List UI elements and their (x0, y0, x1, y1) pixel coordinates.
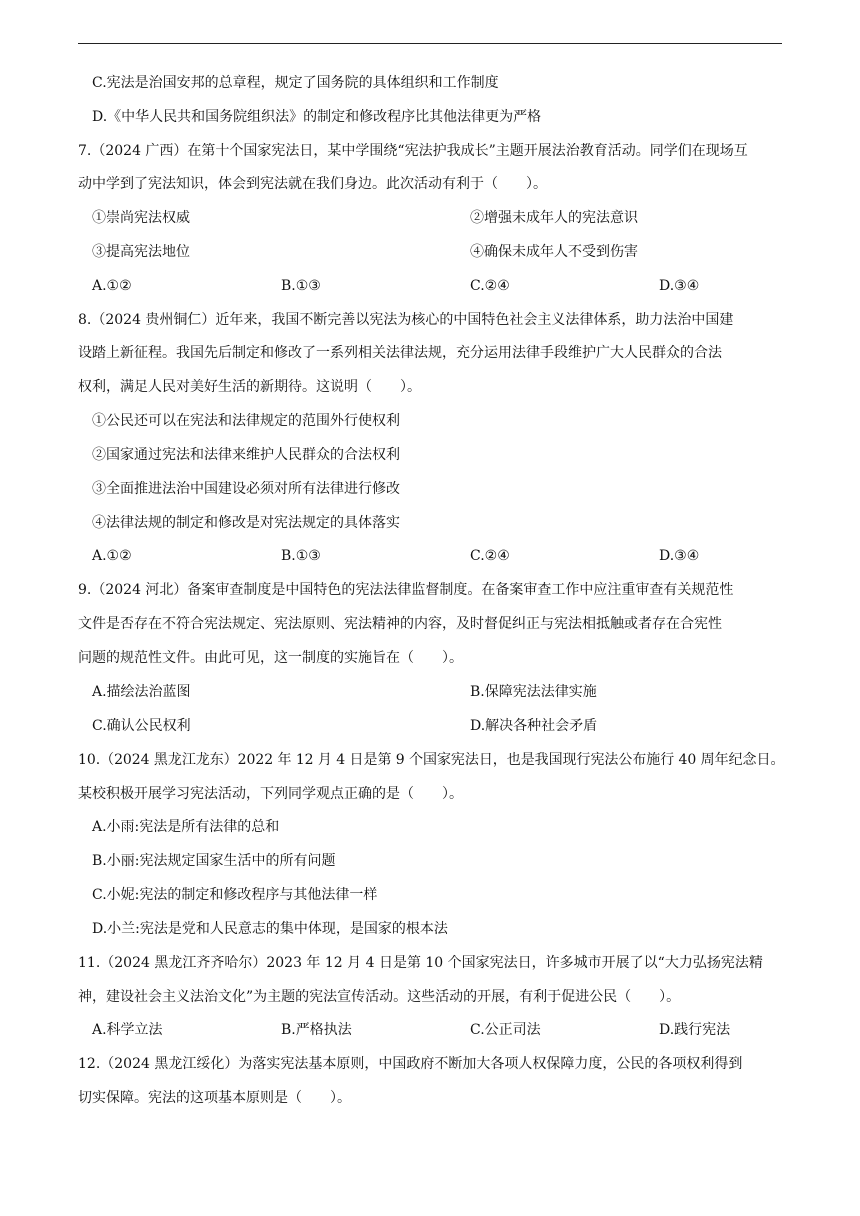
q10-option-d: D.小兰:宪法是党和人民意志的集中体现，是国家的根本法 (92, 921, 448, 937)
q8-option-a: A.①② (92, 548, 132, 564)
q7-option-b: B.①③ (281, 278, 321, 294)
q8-option-d: D.③④ (659, 548, 700, 564)
q8-stem-line-3: 权利，满足人民对美好生活的新期待。这说明（ ）。 (78, 379, 421, 395)
q7-item-4: ④确保未成年人不受到伤害 (470, 244, 638, 260)
q9-option-c: C.确认公民权利 (92, 718, 191, 734)
q9-option-b: B.保障宪法法律实施 (470, 684, 597, 700)
q8-stem-line-1: 8.（2024 贵州铜仁）近年来，我国不断完善以宪法为核心的中国特色社会主义法律体系，助力法治中国建 (78, 312, 734, 328)
q9-stem-line-1: 9.（2024 河北）备案审查制度是中国特色的宪法法律监督制度。在备案审查工作中应注重审查有关规范性 (78, 582, 734, 598)
q11-option-b: B.严格执法 (281, 1022, 352, 1038)
q11-option-d: D.践行宪法 (659, 1022, 731, 1038)
q10-option-b: B.小丽:宪法规定国家生活中的所有问题 (92, 853, 336, 869)
q12-stem-line-1: 12.（2024 黑龙江绥化）为落实宪法基本原则，中国政府不断加大各项人权保障力度，公民的各项权利得到 (78, 1056, 743, 1072)
q9-option-d: D.解决各种社会矛盾 (470, 718, 598, 734)
q8-item-1: ①公民还可以在宪法和法律规定的范围外行使权利 (92, 413, 400, 429)
q8-item-4: ④法律法规的制定和修改是对宪法规定的具体落实 (92, 515, 400, 531)
q7-option-c: C.②④ (470, 278, 510, 294)
q10-option-a: A.小雨:宪法是所有法律的总和 (92, 819, 280, 835)
q9-stem-line-2: 文件是否存在不符合宪法规定、宪法原则、宪法精神的内容，及时督促纠正与宪法相抵触或者存在合宪性 (78, 616, 722, 632)
q10-option-c: C.小妮:宪法的制定和修改程序与其他法律一样 (92, 887, 378, 903)
q9-option-a: A.描绘法治蓝图 (92, 684, 191, 700)
prev-option-d: D.《中华人民共和国务院组织法》的制定和修改程序比其他法律更为严格 (92, 109, 542, 125)
q8-item-3: ③全面推进法治中国建设必须对所有法律进行修改 (92, 481, 400, 497)
q7-item-3: ③提高宪法地位 (92, 244, 190, 260)
q11-option-c: C.公正司法 (470, 1022, 541, 1038)
q12-stem-line-2: 切实保障。宪法的这项基本原则是（ ）。 (78, 1090, 351, 1106)
q8-item-2: ②国家通过宪法和法律来维护人民群众的合法权利 (92, 447, 400, 463)
q11-stem-line-2: 神，建设社会主义法治文化”为主题的宪法宣传活动。这些活动的开展，有利于促进公民（ ）。 (78, 989, 681, 1005)
prev-option-c: C.宪法是治国安邦的总章程，规定了国务院的具体组织和工作制度 (92, 75, 499, 91)
q11-stem-line-1: 11.（2024 黑龙江齐齐哈尔）2023 年 12 月 4 日是第 10 个国家宪法日，许多城市开展了以“大力弘扬宪法精 (78, 955, 763, 971)
q11-option-a: A.科学立法 (92, 1022, 163, 1038)
q7-stem-line-2: 动中学到了宪法知识，体会到宪法就在我们身边。此次活动有利于（ ）。 (78, 176, 547, 192)
q10-stem-line-1: 10.（2024 黑龙江龙东）2022 年 12 月 4 日是第 9 个国家宪法日，也是我国现行宪法公布施行 40 周年纪念日。 (78, 752, 785, 768)
q7-option-a: A.①② (92, 278, 132, 294)
q8-stem-line-2: 设踏上新征程。我国先后制定和修改了一系列相关法律法规，充分运用法律手段维护广大人民群众的合法 (78, 345, 722, 361)
q9-stem-line-3: 问题的规范性文件。由此可见，这一制度的实施旨在（ ）。 (78, 650, 463, 666)
q7-item-1: ①崇尚宪法权威 (92, 210, 190, 226)
q8-option-b: B.①③ (281, 548, 321, 564)
q8-option-c: C.②④ (470, 548, 510, 564)
q7-stem-line-1: 7.（2024 广西）在第十个国家宪法日，某中学围绕“宪法护我成长”主题开展法治教育活动。同学们在现场互 (78, 143, 748, 159)
q7-item-2: ②增强未成年人的宪法意识 (470, 210, 638, 226)
header-rule (78, 43, 782, 44)
q10-stem-line-2: 某校积极开展学习宪法活动，下列同学观点正确的是（ ）。 (78, 786, 463, 802)
q7-option-d: D.③④ (659, 278, 700, 294)
